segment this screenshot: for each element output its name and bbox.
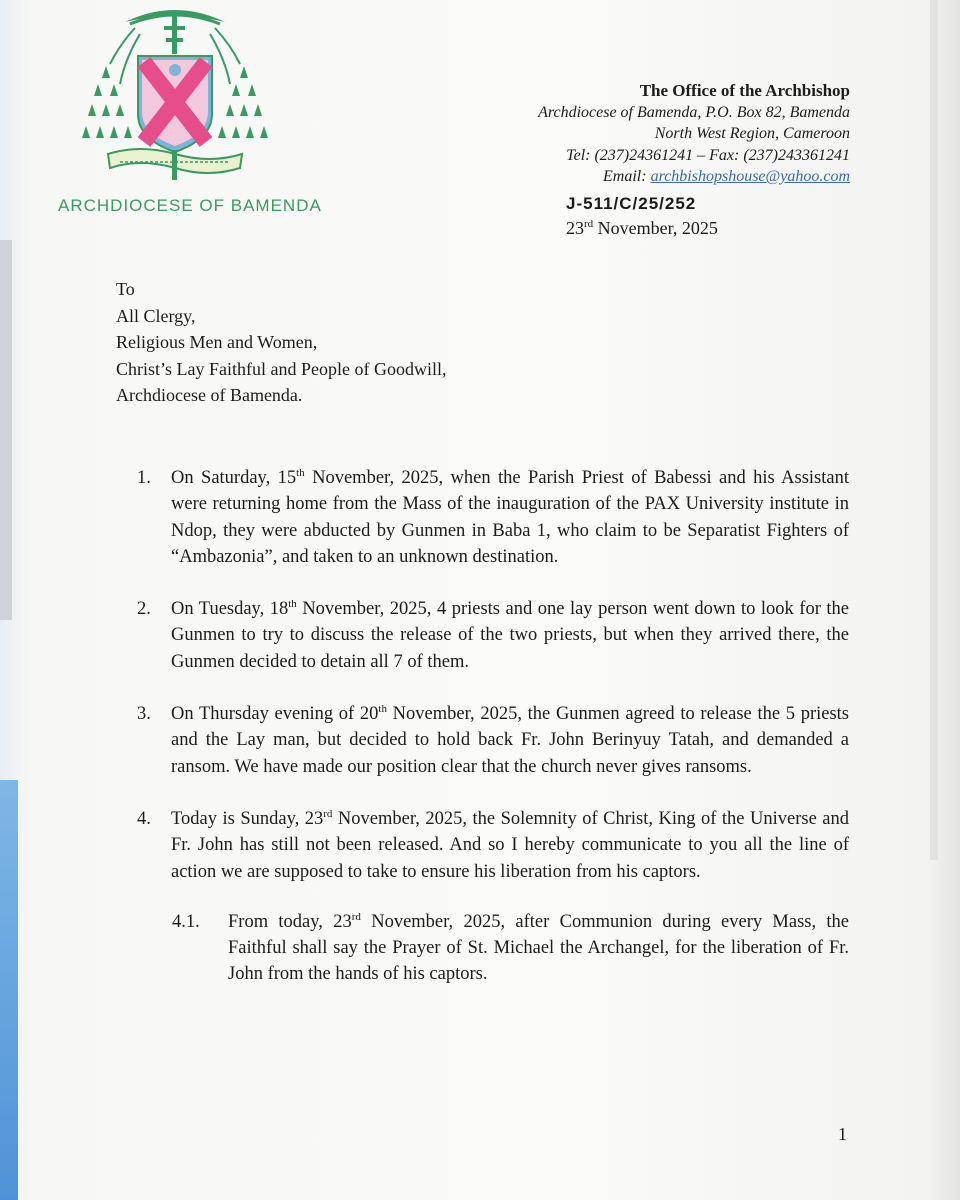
- ordinal-suffix: th: [378, 702, 387, 715]
- date-day: 23: [566, 218, 584, 238]
- list-item: [137, 465, 849, 570]
- list-item: [137, 701, 849, 780]
- item-text-start: On Saturday, 15: [171, 468, 297, 488]
- crest-caption: ARCHDIOCESE OF BAMENDA: [58, 196, 322, 215]
- tel-fax-line: Tel: (237)24361241 – Fax: (237)243361241: [566, 146, 850, 164]
- list-item: [137, 806, 849, 885]
- reference-number: J-511/C/25/252: [566, 194, 697, 213]
- date-suffix: rd: [584, 218, 594, 230]
- item-text: [171, 596, 849, 675]
- scrollbar[interactable]: [930, 0, 938, 860]
- item-text-start: Today is Sunday, 23: [171, 808, 324, 829]
- sub-item-text: [228, 909, 849, 988]
- ordinal-suffix: th: [288, 598, 297, 611]
- list-item: [137, 596, 849, 675]
- recipient-line: All Clergy,: [116, 305, 196, 326]
- item-text-rest: November, 2025, when the Parish Priest of Babessi and his Assistant were returning home from the Mass of the inauguration of the PAX University institute in Ndop, they were abducted by Gunmen in Baba 1, who claim to be Separatist Fighters of “Ambazonia”, and taken to an unknown destination.: [171, 468, 849, 567]
- letterhead: [440, 80, 850, 188]
- recipient-line: Religious Men and Women,: [116, 332, 318, 352]
- sub-item-number: 4.1.: [172, 911, 200, 932]
- item-number: 2.: [137, 599, 151, 620]
- letter-body: [137, 465, 849, 988]
- date-rest: November, 2025: [593, 218, 718, 238]
- reference-block: [566, 194, 866, 239]
- ordinal-suffix: rd: [323, 807, 333, 820]
- ordinal-suffix: rd: [351, 910, 361, 923]
- page-number: 1: [838, 1124, 847, 1144]
- ordinal-suffix: th: [296, 466, 305, 479]
- item-text-rest: November, 2025, 4 priests and one lay person went down to look for the Gunmen to try to discuss the release of the two priests, but when they arrived there, the Gunmen decided to detain all 7 of them.: [171, 599, 849, 672]
- recipients-block: [116, 276, 616, 409]
- left-edge-shadow: [0, 240, 12, 620]
- item-number: 4.: [137, 808, 151, 829]
- item-text-start: On Tuesday, 18: [171, 599, 289, 620]
- item-text-start: On Thursday evening of 20: [171, 704, 379, 725]
- item-text: [171, 806, 849, 885]
- letter-date: [566, 218, 866, 239]
- item-text-rest: November, 2025, the Gunmen agreed to release the 5 priests and the Lay man, but decided to hold back Fr. John Berinyuy Tatah, and demanded a ransom. We have made our position clear that the church never gives ransoms.: [171, 704, 849, 777]
- email-line: [440, 166, 850, 188]
- sub-item-text-rest: November, 2025, after Communion during every Mass, the Faithful shall say the Prayer of St. Michael the Archangel, for the liberation of Fr. John from the hands of his captors.: [228, 911, 849, 985]
- left-edge-blue-strip: [0, 780, 18, 1200]
- item-text-rest: November, 2025, the Solemnity of Christ, King of the Universe and Fr. John has still not been released. And so I hereby communicate to you all the line of action we are supposed to take to ensure his liberation from his captors.: [171, 808, 849, 882]
- address-line-2: North West Region, Cameroon: [654, 125, 850, 142]
- email-link[interactable]: archbishopshouse@yahoo.com: [650, 168, 850, 185]
- archdiocese-coat-of-arms-icon: [80, 4, 270, 192]
- address-line-1: Archdiocese of Bamenda, P.O. Box 82, Bamenda: [538, 103, 850, 121]
- email-label: Email:: [603, 168, 651, 185]
- recipient-line: Christ’s Lay Faithful and People of Goodwill,: [116, 358, 447, 379]
- item-text: [171, 465, 849, 570]
- sub-list-item: [172, 909, 849, 988]
- item-number: 3.: [137, 704, 151, 725]
- recipient-line: Archdiocese of Bamenda.: [116, 385, 303, 405]
- sub-item-text-start: From today, 23: [228, 911, 352, 932]
- item-number: 1.: [137, 468, 151, 488]
- recipient-line: To: [116, 279, 135, 299]
- item-text: [171, 701, 849, 780]
- office-title: The Office of the Archbishop: [639, 81, 850, 100]
